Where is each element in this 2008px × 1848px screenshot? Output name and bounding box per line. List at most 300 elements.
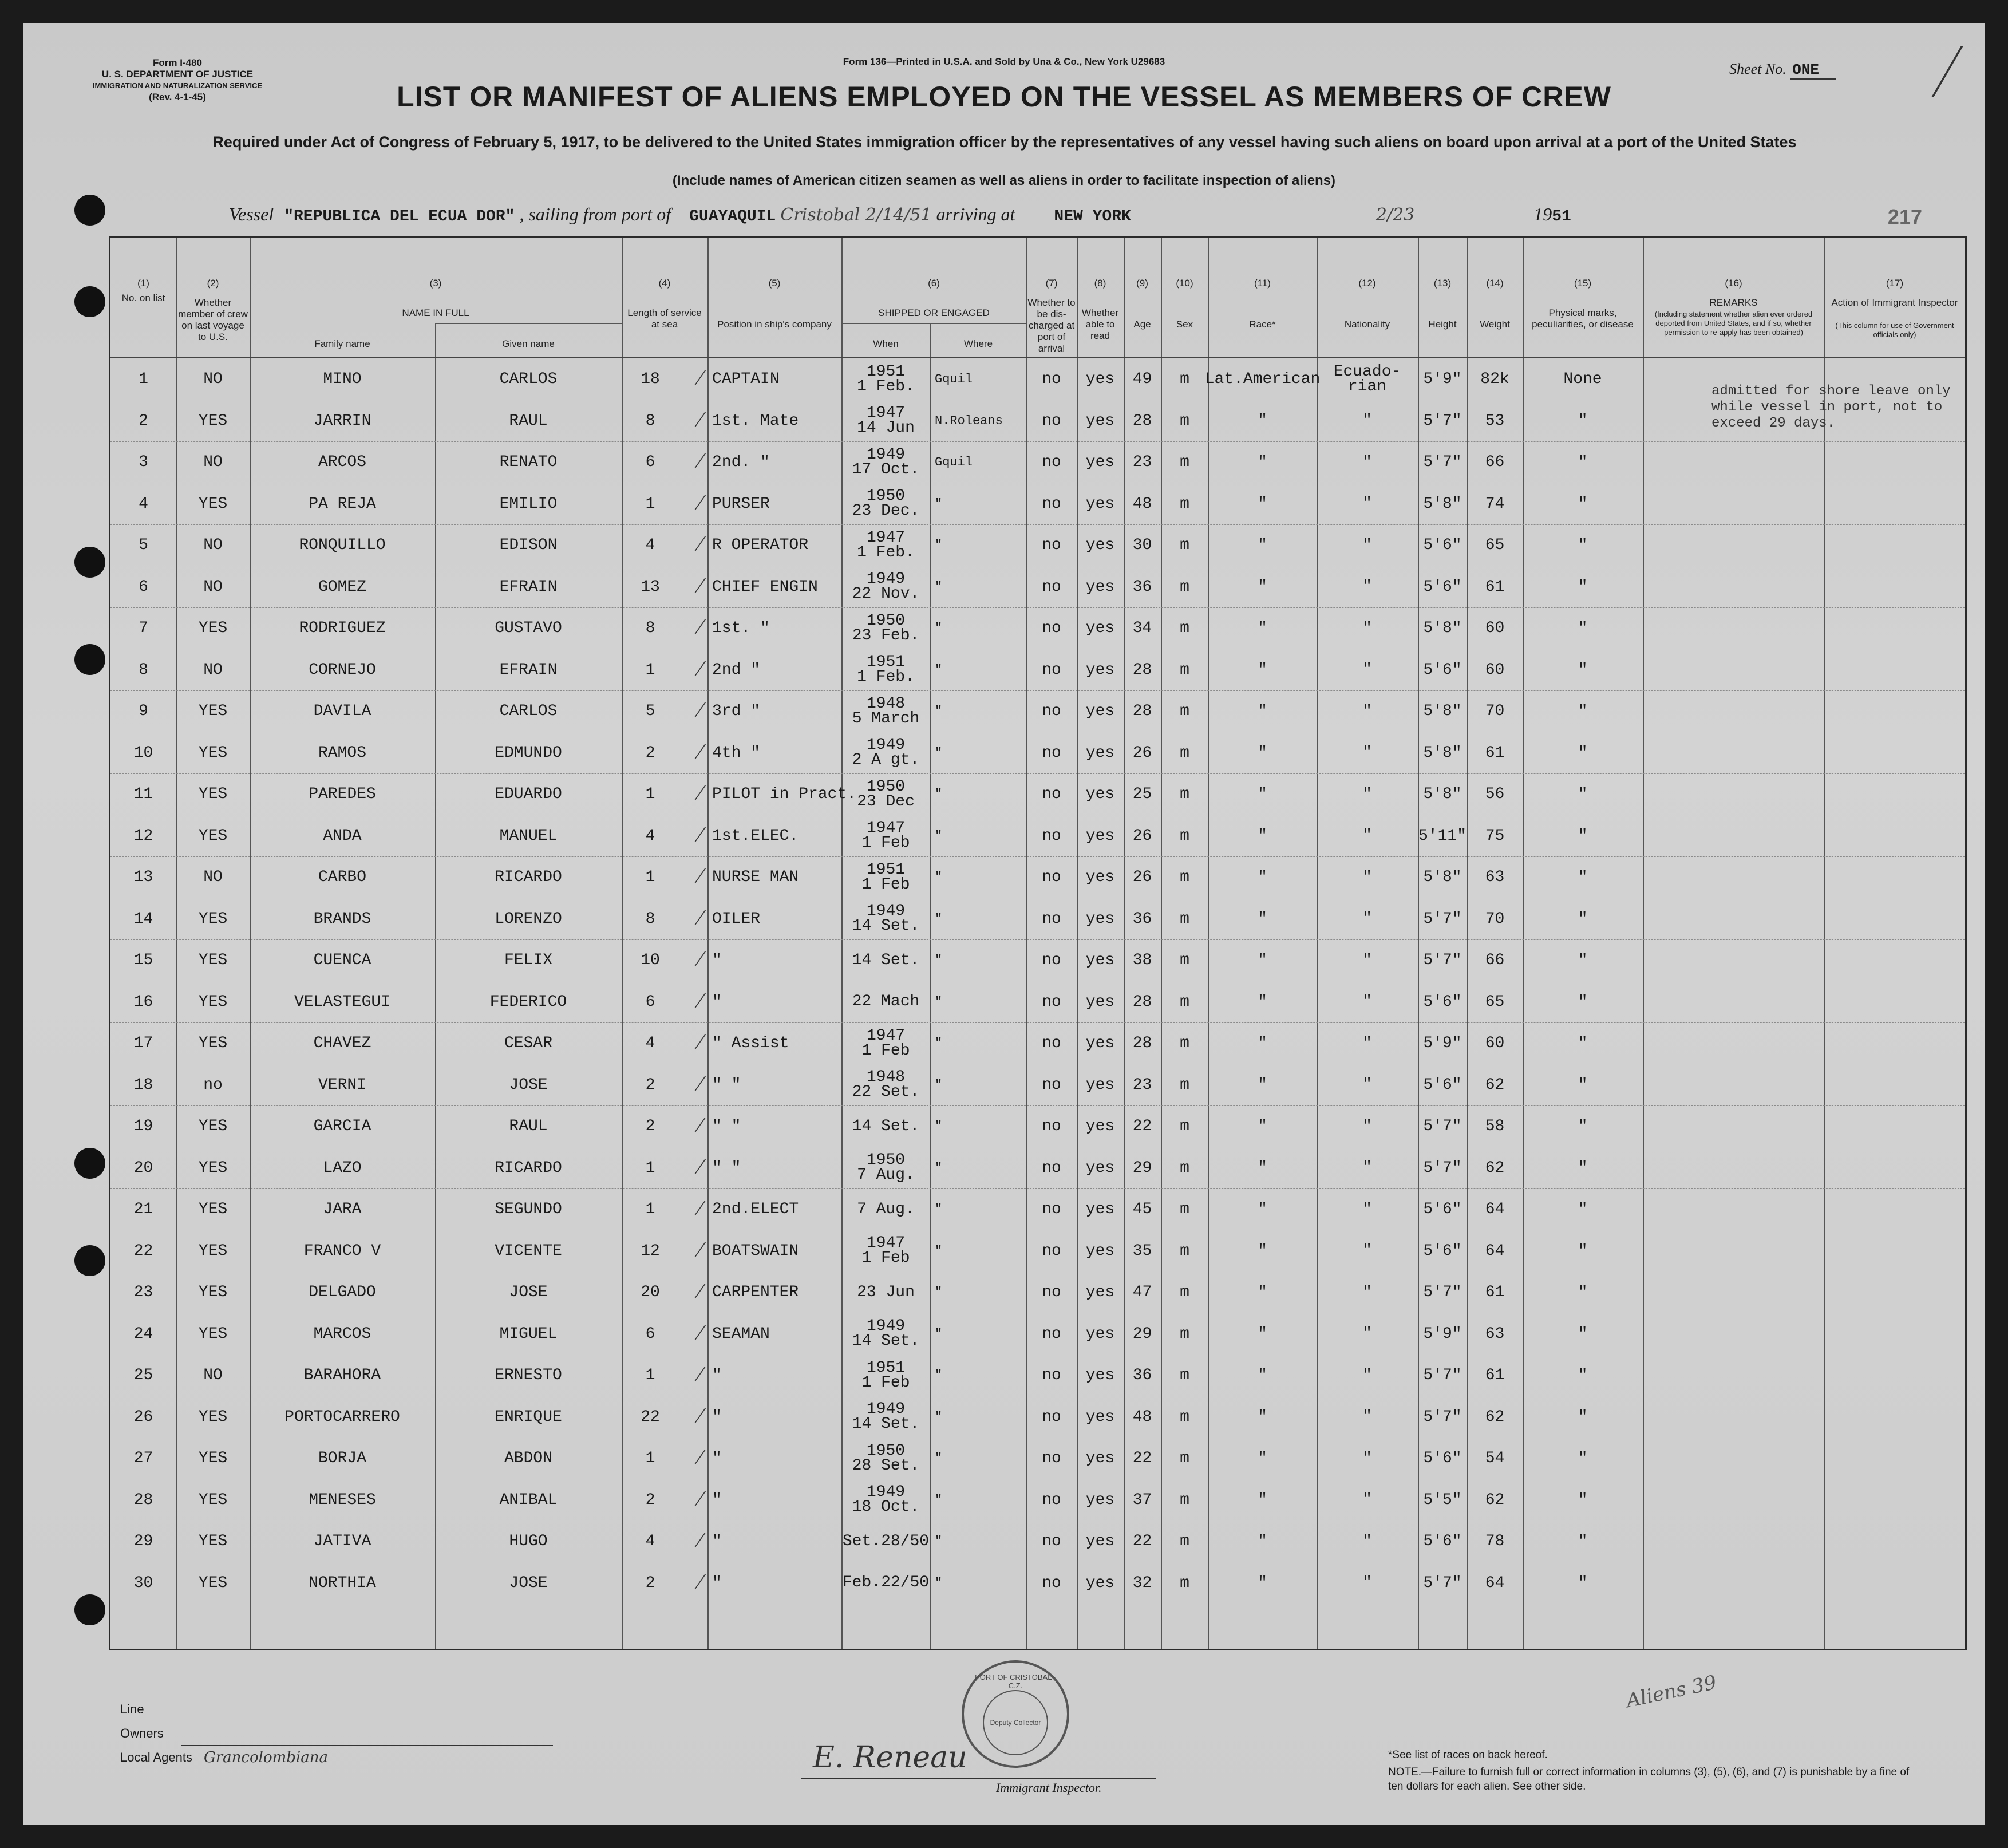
sex: m	[1180, 536, 1189, 554]
height: 5'11"	[1418, 827, 1467, 845]
header-no-on-list: No. on list	[121, 293, 165, 303]
physical-marks: "	[1578, 1201, 1588, 1218]
race: "	[1258, 1408, 1267, 1426]
race: "	[1258, 702, 1267, 720]
sex: m	[1180, 868, 1189, 886]
race: "	[1258, 910, 1267, 928]
weight: 61	[1485, 1284, 1505, 1301]
sex: m	[1180, 1450, 1189, 1467]
height: 5'6"	[1423, 993, 1462, 1011]
vessel-line	[229, 204, 1571, 226]
sex: m	[1180, 1034, 1189, 1052]
height: 5'8"	[1423, 868, 1462, 886]
race: Lat.American	[1204, 370, 1321, 388]
able-to-read: yes	[1085, 370, 1115, 388]
position: 3rd "	[712, 702, 761, 720]
shipped-date: 2 A gt.	[852, 751, 920, 769]
given-name: SEGUNDO	[495, 1201, 562, 1218]
service-length: 6	[645, 1325, 655, 1343]
family-name: PAREDES	[309, 785, 376, 803]
nationality-line: "	[1362, 1574, 1372, 1592]
able-to-read: yes	[1085, 1367, 1115, 1384]
race: "	[1258, 868, 1267, 886]
table-row	[110, 1272, 1965, 1313]
shipped-year: 1947	[866, 528, 906, 547]
nationality-line: "	[1362, 578, 1372, 595]
col-number: (9)	[1136, 278, 1148, 289]
physical-marks: "	[1578, 1034, 1588, 1052]
last-voyage: YES	[198, 1284, 228, 1301]
sex: m	[1180, 1491, 1189, 1509]
sex: m	[1180, 1325, 1189, 1343]
weight: 61	[1485, 744, 1505, 762]
shipped-date: 14 Jun	[857, 419, 915, 437]
nationality-line: rian	[1347, 377, 1387, 396]
service-length: 20	[641, 1284, 660, 1301]
shipped-year: 1948	[866, 1068, 906, 1086]
page-subtitle: Required under Act of Congress of February 5, 1917, to be delivered to the United States immigration officer by the representatives of any vessel having such aliens on board upon arrival at a port of the United States	[212, 133, 1797, 151]
given-name: HUGO	[509, 1533, 548, 1550]
discharged: no	[1042, 1574, 1061, 1592]
table-row	[110, 401, 1965, 441]
stamp-text: PORT OF CRISTOBAL · C.Z.	[975, 1673, 1056, 1690]
punch-hole	[74, 547, 105, 578]
able-to-read: yes	[1085, 1325, 1115, 1343]
shipped-date: 1 Feb.	[857, 543, 915, 562]
last-voyage: no	[203, 1076, 223, 1094]
header-name-in-full: NAME IN FULL	[402, 307, 469, 318]
row-number: 12	[133, 827, 153, 845]
age: 36	[1132, 1367, 1152, 1384]
shipped-date: 23 Dec	[857, 792, 915, 811]
shipped-when	[841, 1314, 930, 1355]
height: 5'6"	[1423, 578, 1462, 596]
table-row	[110, 1355, 1965, 1396]
shipped-year: 1947	[866, 1026, 906, 1045]
age: 35	[1132, 1242, 1152, 1260]
header-age: Age	[1133, 319, 1151, 330]
check-mark-icon	[675, 453, 706, 468]
check-mark-icon	[675, 661, 706, 676]
position: 1st. Mate	[712, 412, 799, 430]
sex: m	[1180, 370, 1189, 388]
shipped-date: 22 Set.	[852, 1083, 920, 1101]
age: 48	[1132, 495, 1152, 513]
physical-marks: "	[1578, 785, 1588, 803]
position: "	[712, 1533, 722, 1550]
weight: 65	[1485, 993, 1505, 1011]
height: 5'7"	[1423, 1159, 1462, 1177]
nationality-line: Ecuado-	[1333, 362, 1401, 381]
arrival-date: 2/23	[1375, 205, 1415, 225]
age: 28	[1132, 993, 1152, 1011]
height: 5'9"	[1423, 1325, 1462, 1343]
service-name: IMMIGRATION AND NATURALIZATION SERVICE	[92, 81, 263, 90]
family-name: CUENCA	[313, 951, 371, 969]
nationality-line: "	[1362, 661, 1372, 678]
col-number: (13)	[1433, 278, 1452, 289]
table-row	[110, 1480, 1965, 1521]
able-to-read: yes	[1085, 951, 1115, 969]
last-voyage: NO	[203, 578, 223, 596]
row-number: 26	[133, 1408, 153, 1426]
age: 25	[1132, 785, 1152, 803]
row-number: 15	[133, 951, 153, 969]
row-number: 6	[139, 578, 148, 596]
shipped-when	[841, 484, 930, 524]
row-number: 20	[133, 1159, 153, 1177]
age: 26	[1132, 827, 1152, 845]
shipped-year: 1949	[866, 736, 906, 754]
row-number: 5	[139, 536, 148, 554]
owners-label: Owners	[120, 1726, 164, 1740]
shipped-date: 14 Set.	[852, 951, 920, 969]
shipped-date: Feb.22/50	[842, 1574, 930, 1592]
shipped-where: "	[935, 579, 943, 594]
remark-line: admitted for shore leave only	[1711, 384, 1951, 399]
header-height: Height	[1428, 319, 1457, 330]
shipped-where: "	[935, 745, 943, 760]
given-name: ABDON	[504, 1450, 552, 1467]
header-shipped-engaged: SHIPPED OR ENGAGED	[878, 307, 990, 318]
age: 22	[1132, 1450, 1152, 1467]
height: 5'7"	[1423, 1118, 1462, 1135]
nationality-line: "	[1362, 785, 1372, 803]
table-row	[110, 1521, 1965, 1562]
family-name: GOMEZ	[318, 578, 366, 596]
nationality	[1317, 1231, 1418, 1272]
height: 5'8"	[1423, 619, 1462, 637]
last-voyage: YES	[198, 1201, 228, 1218]
last-voyage: YES	[198, 1450, 228, 1467]
shipped-year: 1947	[866, 1234, 906, 1252]
nationality	[1317, 650, 1418, 690]
check-mark-icon	[675, 1533, 706, 1547]
nationality-line: "	[1362, 827, 1372, 844]
discharged: no	[1042, 1242, 1061, 1260]
col-number: (15)	[1574, 278, 1592, 289]
weight: 64	[1485, 1201, 1505, 1218]
position: " "	[712, 1159, 741, 1177]
shipped-where: "	[935, 1202, 943, 1217]
table-row	[110, 525, 1965, 566]
shipped-when	[841, 1023, 930, 1064]
check-mark-icon	[675, 1076, 706, 1091]
age: 23	[1132, 453, 1152, 471]
given-name: ERNESTO	[495, 1367, 562, 1384]
nationality-line: "	[1362, 1159, 1372, 1176]
shipped-date: 17 Oct.	[852, 460, 920, 479]
page-subnote: (Include names of American citizen seamen as well as aliens in order to facilitate inspection of aliens)	[672, 173, 1336, 188]
service-length: 5	[645, 702, 655, 720]
service-length: 22	[641, 1408, 660, 1426]
shipped-when	[841, 1438, 930, 1479]
shipped-date: 1 Feb	[861, 1041, 910, 1060]
remark-line: exceed 29 days.	[1711, 416, 1836, 431]
shipped-where: "	[935, 621, 943, 635]
discharged: no	[1042, 1533, 1061, 1550]
shipped-when	[841, 650, 930, 690]
age: 28	[1132, 412, 1152, 430]
nationality	[1317, 1563, 1418, 1604]
race: "	[1258, 1284, 1267, 1301]
nationality	[1317, 359, 1418, 400]
discharged: no	[1042, 619, 1061, 637]
nationality	[1317, 1189, 1418, 1230]
printer-line: Form 136—Printed in U.S.A. and Sold by Una & Co., New York U29683	[843, 56, 1165, 67]
shipped-where: "	[935, 1368, 943, 1383]
discharged: no	[1042, 1325, 1061, 1343]
shipped-date: 1 Feb	[861, 875, 910, 894]
table-row	[110, 816, 1965, 856]
check-mark-icon	[675, 1574, 706, 1589]
nationality-line: "	[1362, 993, 1372, 1010]
shipped-where: "	[935, 1492, 943, 1507]
header-remarks-note: (Including statement whether alien ever ordered deported from United States, and if so, whether permission to re-apply has been obtained)	[1654, 310, 1813, 337]
shipped-when	[841, 1563, 930, 1604]
given-name: ANIBAL	[499, 1491, 558, 1509]
age: 30	[1132, 536, 1152, 554]
col-number: (11)	[1254, 278, 1271, 289]
weight: 66	[1485, 453, 1505, 471]
col-number: (8)	[1094, 278, 1106, 289]
able-to-read: yes	[1085, 785, 1115, 803]
weight: 60	[1485, 661, 1505, 679]
able-to-read: yes	[1085, 536, 1115, 554]
position: PURSER	[712, 495, 770, 513]
weight: 63	[1485, 1325, 1505, 1343]
physical-marks: "	[1578, 495, 1588, 513]
punch-hole	[74, 195, 105, 226]
last-voyage: NO	[203, 453, 223, 471]
service-length: 1	[645, 1159, 655, 1177]
row-number: 7	[139, 619, 148, 637]
weight: 75	[1485, 827, 1505, 845]
race: "	[1258, 495, 1267, 513]
physical-marks: "	[1578, 1408, 1588, 1426]
nationality-line: "	[1362, 868, 1372, 886]
shipped-year: 1950	[866, 611, 906, 630]
row-number: 8	[139, 661, 148, 679]
family-name: CHAVEZ	[313, 1034, 371, 1052]
able-to-read: yes	[1085, 1242, 1115, 1260]
shipped-where: "	[935, 1409, 943, 1424]
family-name: NORTHIA	[309, 1574, 376, 1592]
race: "	[1258, 951, 1267, 969]
age: 36	[1132, 910, 1152, 928]
discharged: no	[1042, 744, 1061, 762]
row-number: 21	[133, 1201, 153, 1218]
shipped-when	[841, 1106, 930, 1147]
header-physical-marks: Physical marks, peculiarities, or disease	[1532, 307, 1634, 330]
last-voyage: NO	[203, 1367, 223, 1384]
physical-marks: "	[1578, 1076, 1588, 1094]
given-name: RICARDO	[495, 868, 562, 886]
row-number: 24	[133, 1325, 153, 1343]
weight: 70	[1485, 910, 1505, 928]
weight: 62	[1485, 1159, 1505, 1177]
discharged: no	[1042, 868, 1061, 886]
nationality	[1317, 1314, 1418, 1355]
col-number: (16)	[1725, 278, 1742, 289]
table-row	[110, 1065, 1965, 1105]
table-row	[110, 608, 1965, 649]
sex: m	[1180, 827, 1189, 845]
able-to-read: yes	[1085, 744, 1115, 762]
shipped-year: 1951	[866, 1359, 906, 1377]
shipped-when	[841, 1065, 930, 1105]
shipped-date: 18 Oct.	[852, 1498, 920, 1516]
weight: 61	[1485, 1367, 1505, 1384]
weight: 53	[1485, 412, 1505, 430]
height: 5'6"	[1423, 1076, 1462, 1094]
races-note: *See list of races on back hereof.	[1388, 1749, 1548, 1761]
weight: 82k	[1480, 370, 1509, 388]
col-number: (17)	[1886, 278, 1904, 289]
race: "	[1258, 661, 1267, 679]
position: CAPTAIN	[712, 370, 780, 388]
service-length: 13	[641, 578, 660, 596]
signature-line	[801, 1778, 1156, 1779]
remark-line: while vessel in port, not to	[1711, 400, 1943, 415]
given-name: JOSE	[509, 1284, 548, 1301]
physical-marks: "	[1578, 951, 1588, 969]
physical-marks: "	[1578, 702, 1588, 720]
shipped-when	[841, 899, 930, 939]
physical-marks: "	[1578, 1159, 1588, 1177]
table-row	[110, 1189, 1965, 1230]
discharged: no	[1042, 785, 1061, 803]
nationality-line: "	[1362, 536, 1372, 554]
shipped-when	[841, 1397, 930, 1438]
physical-marks: "	[1578, 1450, 1588, 1467]
discharged: no	[1042, 578, 1061, 596]
able-to-read: yes	[1085, 412, 1115, 430]
given-name: EDISON	[499, 536, 558, 554]
manifest-sheet	[23, 23, 1985, 1825]
physical-marks: "	[1578, 910, 1588, 928]
physical-marks: "	[1578, 412, 1588, 430]
given-name: GUSTAVO	[495, 619, 562, 637]
header-remarks: REMARKS	[1709, 297, 1758, 308]
row-number: 13	[133, 868, 153, 886]
table-row	[110, 1438, 1965, 1479]
shipped-year: 1950	[866, 487, 906, 505]
check-mark-icon	[675, 1034, 706, 1049]
shipped-year: 1949	[866, 445, 906, 464]
shipped-when	[841, 1189, 930, 1230]
service-length: 1	[645, 1367, 655, 1384]
discharged: no	[1042, 1408, 1061, 1426]
able-to-read: yes	[1085, 1076, 1115, 1094]
shipped-when	[841, 691, 930, 732]
given-name: CARLOS	[499, 370, 558, 388]
sex: m	[1180, 702, 1189, 720]
service-length: 4	[645, 1034, 655, 1052]
shipped-when	[841, 1480, 930, 1521]
given-name: EDUARDO	[495, 785, 562, 803]
physical-marks: "	[1578, 619, 1588, 637]
from-port: GUAYAQUIL	[689, 208, 776, 226]
shipped-when	[841, 608, 930, 649]
last-voyage: YES	[198, 412, 228, 430]
age: 48	[1132, 1408, 1152, 1426]
last-voyage: YES	[198, 785, 228, 803]
discharged: no	[1042, 1034, 1061, 1052]
race: "	[1258, 827, 1267, 845]
position: 1st. "	[712, 619, 770, 637]
able-to-read: yes	[1085, 661, 1115, 679]
shipped-date: 1 Feb	[861, 1249, 910, 1267]
shipped-when	[841, 774, 930, 815]
given-name: EDMUNDO	[495, 744, 562, 762]
last-voyage: YES	[198, 827, 228, 845]
row-number: 11	[133, 785, 153, 803]
from-port-handwritten: Cristobal 2/14/51	[780, 205, 932, 225]
height: 5'7"	[1423, 453, 1462, 471]
family-name: MARCOS	[313, 1325, 371, 1343]
nationality	[1317, 1106, 1418, 1147]
position: " "	[712, 1118, 741, 1135]
last-voyage: YES	[198, 744, 228, 762]
punch-hole	[74, 1594, 105, 1625]
row-number: 29	[133, 1533, 153, 1550]
race: "	[1258, 1574, 1267, 1592]
able-to-read: yes	[1085, 868, 1115, 886]
table-row	[110, 857, 1965, 898]
check-mark-icon	[675, 868, 706, 883]
sex: m	[1180, 1242, 1189, 1260]
able-to-read: yes	[1085, 1450, 1115, 1467]
last-voyage: YES	[198, 495, 228, 513]
check-mark-icon	[675, 1408, 706, 1423]
row-number: 30	[133, 1574, 153, 1592]
race: "	[1258, 1034, 1267, 1052]
sheet-number	[1729, 61, 1836, 78]
nationality-line: "	[1362, 453, 1372, 471]
age: 22	[1132, 1533, 1152, 1550]
able-to-read: yes	[1085, 1533, 1115, 1550]
header-race: Race*	[1249, 319, 1276, 330]
position: "	[712, 1450, 722, 1467]
shipped-when	[841, 982, 930, 1022]
nationality	[1317, 816, 1418, 856]
nationality-line: "	[1362, 951, 1372, 969]
header-nationality: Nationality	[1344, 319, 1390, 330]
age: 45	[1132, 1201, 1152, 1218]
shipped-where: "	[935, 787, 943, 801]
shipped-when	[841, 1272, 930, 1313]
sex: m	[1180, 993, 1189, 1011]
row-number: 10	[133, 744, 153, 762]
height: 5'7"	[1423, 951, 1462, 969]
year-prefix: 19	[1533, 204, 1552, 224]
service-length: 2	[645, 1118, 655, 1135]
sex: m	[1180, 951, 1189, 969]
discharged: no	[1042, 495, 1061, 513]
able-to-read: yes	[1085, 453, 1115, 471]
height: 5'9"	[1423, 370, 1462, 388]
shipped-where: "	[935, 994, 943, 1009]
check-mark-icon	[675, 619, 706, 634]
family-name: BRANDS	[313, 910, 371, 928]
shipped-where: "	[935, 662, 943, 677]
table-row	[110, 982, 1965, 1022]
nationality-line: "	[1362, 1034, 1372, 1052]
shipped-year: 1950	[866, 1442, 906, 1460]
family-name: JARRIN	[313, 412, 371, 430]
check-mark-icon	[675, 993, 706, 1008]
